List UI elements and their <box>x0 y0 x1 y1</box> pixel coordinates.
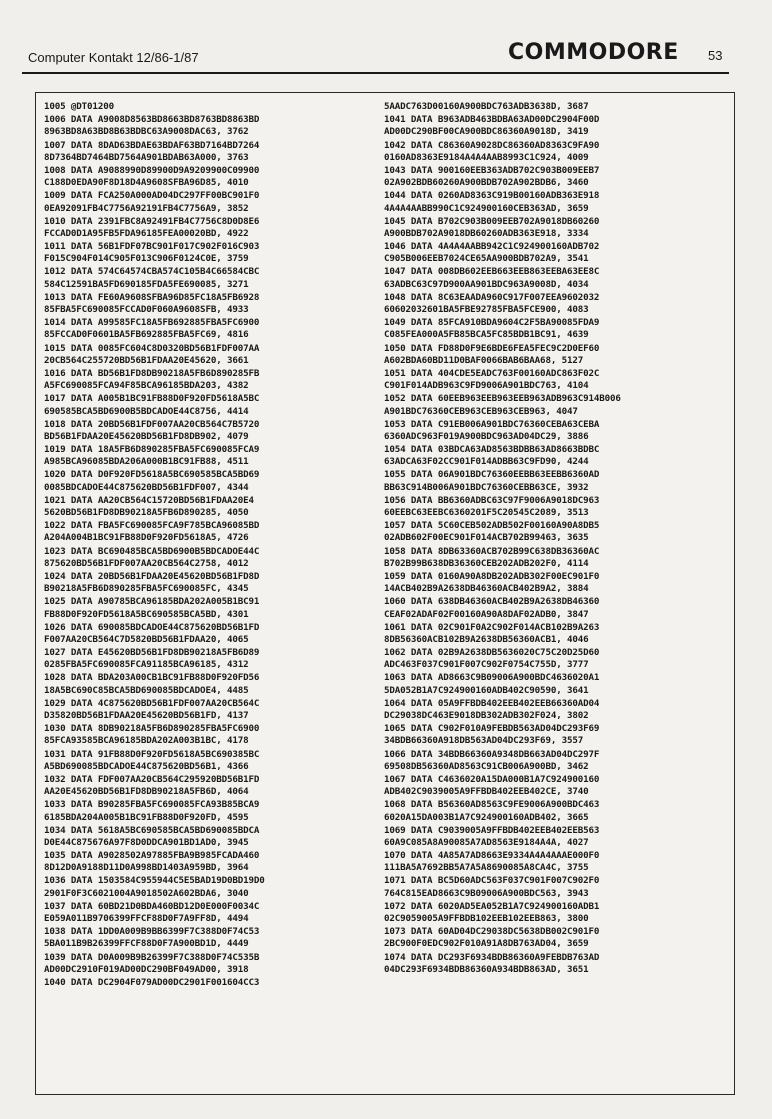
data-line <box>384 774 724 798</box>
data-line <box>384 101 724 113</box>
listing-text: 1047 DATA 008DB602EEB663EEB863EEBA63EE8C <box>384 266 600 278</box>
listing-text: 1027 DATA E45620BD56B1FD8DB90218A5FB6D89 <box>44 647 260 659</box>
listing-text: 111BA5A7692BB5A7A5A8690085A8CA4C, 3755 <box>384 862 589 874</box>
section-title: COMMODORE <box>508 40 679 65</box>
listing-text: 85FCCAD0F0601BA5FB692885FBA5FC69, 4816 <box>44 329 249 341</box>
listing-text: 1074 DATA DC293F6934BDB86360A9FEBDB763AD <box>384 951 600 963</box>
data-line <box>44 266 384 290</box>
data-line <box>384 926 724 950</box>
listing-text: 1031 DATA 91FB88D0F920FD5618A5BC690385BC <box>44 748 260 760</box>
listing-text: BB63C914B006A901BDC76360CEBB63CE, 3932 <box>384 481 589 493</box>
listing-text: 1049 DATA 85FCA910BDA9604C2F5BA90085FDA9 <box>384 317 600 329</box>
listing-text: 0285FBA5FC690085FCA91185BCA96185, 4312 <box>44 659 249 671</box>
listing-text: 1025 DATA A90785BCA96185BDA202A005B1BC91 <box>44 596 260 608</box>
listing-text: 5DA052B1A7C924900160ADB402C90590, 3641 <box>384 684 589 696</box>
data-line <box>44 419 384 443</box>
listing-text: 1021 DATA AA20CB564C15720BD56B1FDAA20E4 <box>44 494 254 506</box>
listing-text: 1026 DATA 690085BDCADOE44C875620BD56B1FD <box>44 621 260 633</box>
data-line <box>44 799 384 823</box>
page-number: 53 <box>708 48 723 63</box>
listing-text: 1012 DATA 574C64574CBA574C105B4C66584CBC <box>44 266 260 278</box>
listing-text: 8D7364BD7464BD7564A901BDAB63A000, 3763 <box>44 151 249 163</box>
listing-text: 1045 DATA B702C903B009EEB702A9018DB60260 <box>384 215 600 227</box>
data-line <box>384 469 724 493</box>
data-line <box>384 698 724 722</box>
data-line <box>44 114 384 138</box>
data-line <box>384 723 724 747</box>
listing-text: 1046 DATA 4A4A4AABB942C1C924900160ADB702 <box>384 241 600 253</box>
listing-text: 1064 DATA 05A9FFBDB402EEB402EEB66360AD04 <box>384 697 600 709</box>
listing-text: 690585BCA5BD6900B5BDCADOE44C8756, 4414 <box>44 405 249 417</box>
data-line <box>384 799 724 823</box>
listing-text: E059A011B9706399FFCF88D0F7A9FF8D, 4494 <box>44 913 249 924</box>
listing-text: 1043 DATA 900160EEB363ADB702C903B009EEB7 <box>384 164 600 176</box>
listing-text: 1014 DATA A99585FC18A5FB692885FBA5FC6900 <box>44 317 260 329</box>
listing-text: 1060 DATA 638DB46360ACB402B9A2638DB46360 <box>384 596 600 608</box>
listing-text: D0E44C875676A97F8D0DDCA901BD1AD0, 3945 <box>44 836 249 848</box>
listing-text: 8DB56360ACB102B9A2638DB56360ACB1, 4046 <box>384 633 589 645</box>
listing-text: 1070 DATA 4A85A7AD8663E9334A4A4AAAE000F0 <box>384 850 600 862</box>
listing-text: D35820BD56B1FDAA20E45620BD56B1FD, 4137 <box>44 710 249 721</box>
listing-text: 1023 DATA BC690485BCA5BD6900B5BDCADOE44C <box>44 545 260 557</box>
listing-text: 1069 DATA C9039005A9FFBDB402EEB402EEB563 <box>384 824 600 836</box>
listing-text: 60602032601BA5FBE92785FBA5FCE900, 4083 <box>384 304 589 315</box>
listing-text: 1032 DATA FDF007AA20CB564C295920BD56B1FD <box>44 773 260 785</box>
listing-text: 2901F0F3C6021004A9018502A602BDA6, 3040 <box>44 887 249 899</box>
listing-text: 02ADB602F00EC901F014ACB702B99463, 3635 <box>384 532 589 544</box>
listing-text: 63ADCA63F02CC901F014ADBB63C9FD90, 4244 <box>384 456 589 468</box>
listing-text: C188D0EDA90F8D18D4A9608SFBA96D85, 4010 <box>44 177 249 189</box>
listing-text: 20CB564C255720BD56B1FDAA20E45620, 3661 <box>44 354 249 366</box>
listing-text: 1054 DATA 03BDCA63AD8563BDBB63AD8663BDBC <box>384 444 600 456</box>
data-line <box>44 723 384 747</box>
listing-text: 1038 DATA 1DD0A009B9BB6399F7C388D0F74C53 <box>44 926 260 938</box>
listing-text: 1005 @DT01200 <box>44 101 114 112</box>
listing-text: 1019 DATA 18A5FB6D890285FBA5FC690085FCA9 <box>44 444 260 456</box>
data-line <box>44 546 384 570</box>
data-line <box>44 952 384 976</box>
data-line <box>44 216 384 240</box>
data-line <box>384 444 724 468</box>
listing-text: 1029 DATA 4C875620BD56B1FDF007AA20CB564C <box>44 697 260 709</box>
data-line <box>384 343 724 367</box>
data-line <box>384 546 724 570</box>
page-header <box>22 40 732 70</box>
listing-text: 1063 DATA AD8663C9B09006A900BDC4636020A1 <box>384 672 600 684</box>
data-line <box>44 444 384 468</box>
listing-text: 1013 DATA FE60A9608SFBA96D85FC18A5FB6928 <box>44 291 260 303</box>
listing-text: 1058 DATA 8DB63360ACB702B99C638DB36360AC <box>384 545 600 557</box>
magazine-issue: Computer Kontakt 12/86-1/87 <box>28 50 199 65</box>
listing-text: A602BDA60BD11D0BAF0066BAB6BAA68, 5127 <box>384 354 584 366</box>
data-line <box>44 140 384 164</box>
data-line <box>384 520 724 544</box>
data-line <box>44 368 384 392</box>
listing-text: 34BDB66360A918DB563AD04DC293F69, 3557 <box>384 735 584 747</box>
data-line <box>44 317 384 341</box>
listing-text: 1037 DATA 60BD21D0BDA460BD12D0E000F0034C <box>44 900 260 912</box>
listing-text: A5FC690085FCA94F85BCA96185BDA203, 4382 <box>44 380 249 392</box>
listing-text: 1065 DATA C902F010A9FEBDB563AD04DC293F69 <box>384 723 600 735</box>
data-line <box>44 901 384 925</box>
listing-text: 69508DB56360AD8563C91CB006A900BD, 3462 <box>384 760 589 772</box>
listing-text: 1067 DATA C4636020A15DA000B1A7C924900160 <box>384 773 600 785</box>
listing-text: 1050 DATA FD88D0F9E6BDE6FEA5FEC9C2D0EF60 <box>384 342 600 354</box>
data-line <box>44 850 384 874</box>
listing-text: 1066 DATA 34BDB66360A9348DB663AD04DC297F <box>384 748 600 760</box>
data-line <box>384 419 724 443</box>
listing-text: C905B006EEB7024CE65AA900BDB702A9, 3541 <box>384 253 589 265</box>
listing-text: 04DC293F6934BDB86360A934BDB863AD, 3651 <box>384 963 589 975</box>
listing-text: 2BC900F0EDC902F010A91A8DB763AD04, 3659 <box>384 938 589 950</box>
listing-text: 1008 DATA A9088990D89900D9A9209900C09900 <box>44 164 260 176</box>
listing-text: A901BDC76360CEB963CEB963CEB963, 4047 <box>384 405 578 417</box>
data-line <box>44 672 384 696</box>
listing-text: 1042 DATA C86360A9028DC86360AD8363C9FA90 <box>384 139 600 151</box>
listing-text: 1007 DATA 8DAD63BDAE63BDAF63BD7164BD7264 <box>44 139 260 151</box>
data-line <box>44 875 384 899</box>
listing-text: 60EEBC63EEBC6360201F5C20545C2089, 3513 <box>384 507 589 518</box>
listing-text: 1015 DATA 0085FC604C8D0320BD56B1FDF007AA <box>44 342 260 354</box>
listing-text: FCCAD0D1A95FB5FDA96185FEA00020BD, 4922 <box>44 227 249 239</box>
listing-text: A900BDB702A9018DB60260ADB363E918, 3334 <box>384 227 589 239</box>
listing-text: 6020A15DA003B1A7C924900160ADB402, 3665 <box>384 811 589 823</box>
data-line <box>44 926 384 950</box>
listing-text: BD56B1FDAA20E45620BD56B1FD8DB902, 4079 <box>44 430 249 442</box>
listing-text: 4A4A4AABB990C1C924900160CEB363AD, 3659 <box>384 202 589 214</box>
data-line <box>384 850 724 874</box>
listing-text: 1048 DATA 8C63EAADA960C917F007EEA9602032 <box>384 291 600 303</box>
data-line <box>384 190 724 214</box>
listing-text: 1052 DATA 60EEB963EEB963EEB963ADB963C914B006 <box>384 393 621 405</box>
listing-text: ADC463F037C901F007C902F0754C755D, 3777 <box>384 659 589 671</box>
listing-text: 1011 DATA 56B1FDF07BC901F017C902F016C903 <box>44 241 260 253</box>
data-line <box>44 343 384 367</box>
listing-text: 1057 DATA 5C60CEB502ADB502F00160A90A8DB5 <box>384 520 600 532</box>
data-line <box>384 647 724 671</box>
listing-text: 1034 DATA 5618A5BC690585BCA5BD690085BDCA <box>44 824 260 836</box>
listing-text: 6360ADC963F019A900BDC963AD04DC29, 3886 <box>384 430 589 442</box>
data-line <box>384 901 724 925</box>
data-line <box>44 749 384 773</box>
listing-text: 1071 DATA BC5D60ADC563F037C901F007C902F0 <box>384 875 600 887</box>
data-line <box>384 495 724 519</box>
data-line <box>384 368 724 392</box>
listing-text: 02C9059005A9FFBDB102EEB102EEB863, 3800 <box>384 913 589 924</box>
listing-text: 1006 DATA A9008D8563BD8663BD8763BD8863BD <box>44 114 260 126</box>
listing-text: 1024 DATA 20BD56B1FDAA20E45620BD56B1FD8D <box>44 570 260 582</box>
listing-text: 1030 DATA 8DB90218A5FB6D890285FBA5FC6900 <box>44 723 260 735</box>
listing-text: 14ACB402B9A2638DB46360ACB402B9A2, 3884 <box>384 583 589 595</box>
data-line <box>44 774 384 798</box>
listing-text: 85FBA5FC690085FCCAD0F060A9608SFB, 4933 <box>44 304 249 315</box>
data-line <box>44 825 384 849</box>
listing-text: AD00DC2910F019AD00DC290BF049AD00, 3918 <box>44 963 249 975</box>
listing-text: 0EA92091FB4C7756A92191FB4C7756A9, 3852 <box>44 202 249 214</box>
data-line <box>384 596 724 620</box>
data-line <box>384 317 724 341</box>
listing-text: 1055 DATA 06A901BDC76360EEBB63EEBB6360AD <box>384 469 600 481</box>
listing-text: 8D12D0A9188D11D0A998BD1403A959BD, 3964 <box>44 862 249 874</box>
listing-text: 1010 DATA 2391FBC8A92491FB4C7756C8D0D8E6 <box>44 215 260 227</box>
data-line <box>384 749 724 773</box>
listing-text: 1022 DATA FBA5FC690085FCA9F785BCA96085BD <box>44 520 260 532</box>
listing-text: 1018 DATA 20BD56B1FDF007AA20CB564C7B5720 <box>44 418 260 430</box>
data-line <box>44 292 384 316</box>
data-line <box>384 622 724 646</box>
listing-text: 1072 DATA 6020AD5EA052B1A7C924900160ADB1 <box>384 900 600 912</box>
data-line <box>384 393 724 417</box>
listing-text: A985BCA96085BDA206A000B1BC91FB88, 4511 <box>44 456 249 468</box>
listing-text: 1040 DATA DC2904F079AD00DC2901F001604CC3 <box>44 976 260 988</box>
listing-text: B702B99B638DB36360CEB202ADB202F0, 4114 <box>384 557 589 569</box>
listing-text: A204A004B1BC91FB88D0F920FD5618A5, 4726 <box>44 532 249 544</box>
listing-text: 8963BD8A63BD8B63BDBC63A9008DAC63, 3762 <box>44 126 249 138</box>
data-line <box>44 977 384 989</box>
listing-text: 875620BD56B1FDF007AA20CB564C2758, 4012 <box>44 557 249 569</box>
data-line <box>384 140 724 164</box>
listing-text: 1017 DATA A005B1BC91FB88D0F920FD5618A5BC <box>44 393 260 405</box>
listing-text: F015C904F014C905F013C906F0124C0E, 3759 <box>44 253 249 265</box>
data-line <box>384 292 724 316</box>
listing-text: C901F014ADB963C9FD9006A901BDC763, 4104 <box>384 380 589 392</box>
data-line <box>44 101 384 113</box>
data-line <box>384 952 724 976</box>
data-line <box>44 596 384 620</box>
data-line <box>44 647 384 671</box>
data-line <box>44 469 384 493</box>
listing-text: DC29038DC463E9018DB302ADB302F024, 3802 <box>384 710 589 721</box>
listing-column-left <box>44 101 384 1091</box>
data-line <box>384 216 724 240</box>
data-line <box>44 190 384 214</box>
listing-text: 60A9C085A8A90085A7AD8563E9184A4A, 4027 <box>384 836 589 848</box>
listing-text: 0085BDCADOE44C875620BD56B1FDF007, 4344 <box>44 481 249 493</box>
listing-text: 02A902BDB60260A900BDB702A902BDB6, 3460 <box>384 177 589 189</box>
listing-text: 0160AD8363E9184A4A4AAB8993C1C924, 4009 <box>384 151 589 163</box>
listing-text: AD00DC290BF00CA900BDC86360A9018D, 3419 <box>384 126 589 138</box>
listing-text: 1036 DATA 1503584C955944C5E5BAD19D0BD19D0 <box>44 875 265 887</box>
data-line <box>44 393 384 417</box>
data-line <box>44 495 384 519</box>
listing-text: C085FEA000A5FB85BCA5FC85BDB1BC91, 4639 <box>384 329 589 341</box>
listing-text: A5BD690085BDCADOE44C875620BD56B1, 4366 <box>44 760 249 772</box>
listing-text: B90218A5FB6D890285FBA5FC690085FC, 4345 <box>44 583 249 595</box>
data-line <box>384 875 724 899</box>
listing-text: AA20E45620BD56B1FD8DB90218A5FB6D, 4064 <box>44 786 249 798</box>
listing-text: 1056 DATA BB6360ADBC63C97F9006A9018DC963 <box>384 494 600 506</box>
data-line <box>44 698 384 722</box>
listing-text: 1044 DATA 0260AD8363C919B00160ADB363E918 <box>384 190 600 202</box>
listing-text: 1053 DATA C91EB006A901BDC76360CEBA63CEBA <box>384 418 600 430</box>
listing-text: CEAF02ADAF02F00160A90A8DAF02ADB0, 3847 <box>384 608 589 620</box>
listing-text: ADB402C9039005A9FFBDB402EEB402CE, 3740 <box>384 786 589 798</box>
listing-column-right <box>384 101 724 1091</box>
listing-text: 6185BDA204A005B1BC91FB88D0F920FD, 4595 <box>44 811 249 823</box>
listing-text: 1009 DATA FCA250A000AD04DC297FF00BC901F0 <box>44 190 260 202</box>
listing-text: 1059 DATA 0160A90A8DB202ADB302F00EC901F0 <box>384 570 600 582</box>
listing-text: 18A5BC690C85BCA5BD690085BDCADOE4, 4485 <box>44 684 249 696</box>
listing-text: 5AADC763D00160A900BDC763ADB3638D, 3687 <box>384 101 589 112</box>
data-line <box>44 571 384 595</box>
listing-text: 1051 DATA 404CDE5EADC763F00160ADC863F02C <box>384 367 600 379</box>
data-line <box>384 825 724 849</box>
listing-text: 85FCA93585BCA96185BDA202A003B1BC, 4178 <box>44 735 249 747</box>
data-line <box>384 241 724 265</box>
listing-text: 1041 DATA B963ADB463BDBA63AD00DC2904F00D <box>384 114 600 126</box>
data-line <box>384 266 724 290</box>
listing-text: 1028 DATA BDA203A00CB1BC91FB88D0F920FD56 <box>44 672 260 684</box>
data-line <box>384 165 724 189</box>
listing-text: 1061 DATA 02C901F0A2C902F014ACB102B9A263 <box>384 621 600 633</box>
data-line <box>44 165 384 189</box>
listing-text: 1035 DATA A9028502A97885FBA9B985FCADA460 <box>44 850 260 862</box>
listing-text: 584C12591BA5FD690185FDA5FE690085, 3271 <box>44 278 249 290</box>
listing-text: 1016 DATA BD56B1FD8DB90218A5FB6D890285FB <box>44 367 260 379</box>
listing-text: 764C815EAD8663C9B09006A900BDC563, 3943 <box>384 887 589 899</box>
data-line <box>384 114 724 138</box>
header-rule <box>22 72 729 74</box>
data-line <box>384 672 724 696</box>
listing-text: 1033 DATA B90285FBA5FC690085FCA93B85BCA9 <box>44 799 260 811</box>
listing-text: 1020 DATA D0F920FD5618A5BC690585BCA5BD69 <box>44 469 260 481</box>
data-line <box>44 520 384 544</box>
listing-text: F007AA20CB564C7D5820BD56B1FDAA20, 4065 <box>44 633 249 645</box>
listing-text: 1039 DATA D0A009B9B26399F7C388D0F74C535B <box>44 951 260 963</box>
listing-text: 1062 DATA 02B9A2638DB5636020C75C20D25D60 <box>384 647 600 659</box>
listing-text: 63ADBC63C97D900AA901BDC963A9008D, 4034 <box>384 278 589 290</box>
listing-text: 1068 DATA B56360AD8563C9FE9006A900BDC463 <box>384 799 600 811</box>
listing-text: 5620BD56B1FD8DB90218A5FB6D890285, 4050 <box>44 507 249 518</box>
data-line <box>44 241 384 265</box>
data-line <box>44 622 384 646</box>
data-line <box>384 571 724 595</box>
listing-text: 1073 DATA 60AD04DC29038DC5638DB002C901F0 <box>384 926 600 938</box>
listing-text: FB88D0F920FD5618A5BC690585BCA5BD, 4301 <box>44 608 249 620</box>
listing-text: 5BA011B9B26399FFCF88D0F7A900BD1D, 4449 <box>44 938 249 950</box>
